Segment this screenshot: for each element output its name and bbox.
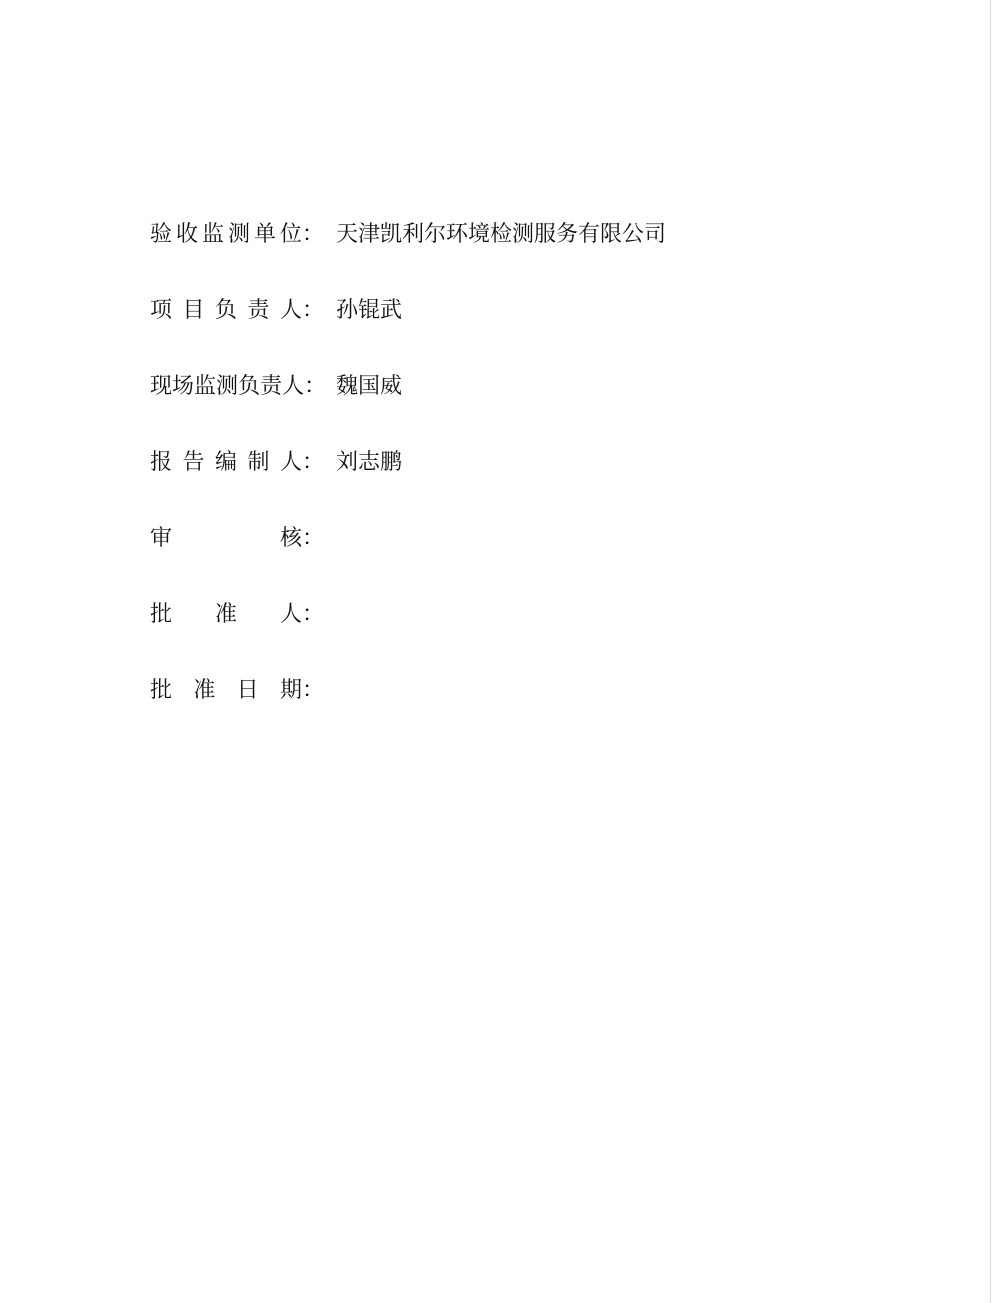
label-char: 单	[253, 222, 276, 247]
row-report-author	[150, 448, 910, 524]
label-char: 监	[194, 374, 217, 399]
label-char: 制	[247, 450, 270, 475]
label-char: 位：	[279, 222, 324, 247]
label-char: 场	[172, 374, 195, 399]
label-char: 人：	[282, 374, 327, 399]
row-reviewer	[150, 524, 910, 600]
row-approver	[150, 600, 910, 676]
label-char: 日	[236, 678, 259, 703]
label-reviewer	[150, 524, 324, 554]
label-char: 人：	[279, 298, 324, 323]
label-char: 期：	[279, 678, 324, 703]
value-monitoring-unit: 天津凯利尔环境检测服务有限公司	[336, 222, 667, 247]
label-char: 负	[238, 374, 261, 399]
label-char: 测	[216, 374, 239, 399]
label-char: 审	[150, 526, 173, 551]
label-char: 批	[150, 678, 173, 703]
row-approval-date	[150, 676, 910, 752]
label-monitoring-unit	[150, 220, 324, 250]
label-field-lead	[150, 372, 327, 402]
label-char: 现	[150, 374, 173, 399]
label-char: 报	[150, 450, 173, 475]
label-char: 测	[227, 222, 250, 247]
row-field-lead	[150, 372, 910, 448]
label-char: 准	[214, 602, 237, 627]
label-char: 编	[214, 450, 237, 475]
value-project-lead: 孙锟武	[336, 298, 403, 323]
page-edge-line	[990, 0, 991, 1303]
label-char: 核：	[279, 526, 324, 551]
label-report-author	[150, 448, 324, 478]
label-char: 准	[193, 678, 216, 703]
label-approver	[150, 600, 324, 630]
label-char: 收	[175, 222, 198, 247]
label-char: 负	[214, 298, 237, 323]
label-char: 人：	[279, 602, 324, 627]
label-char: 批	[150, 602, 173, 627]
label-char: 告	[182, 450, 205, 475]
row-project-lead	[150, 296, 910, 372]
value-report-author: 刘志鹏	[336, 450, 403, 475]
label-char: 责	[260, 374, 283, 399]
value-field-lead: 魏国威	[336, 374, 403, 399]
label-project-lead	[150, 296, 324, 326]
label-char: 目	[182, 298, 205, 323]
label-char: 验	[150, 222, 173, 247]
label-approval-date	[150, 676, 324, 706]
label-char: 责	[247, 298, 270, 323]
label-char: 人：	[279, 450, 324, 475]
label-char: 监	[201, 222, 224, 247]
signature-block	[150, 220, 910, 752]
label-char: 项	[150, 298, 173, 323]
row-monitoring-unit	[150, 220, 910, 296]
